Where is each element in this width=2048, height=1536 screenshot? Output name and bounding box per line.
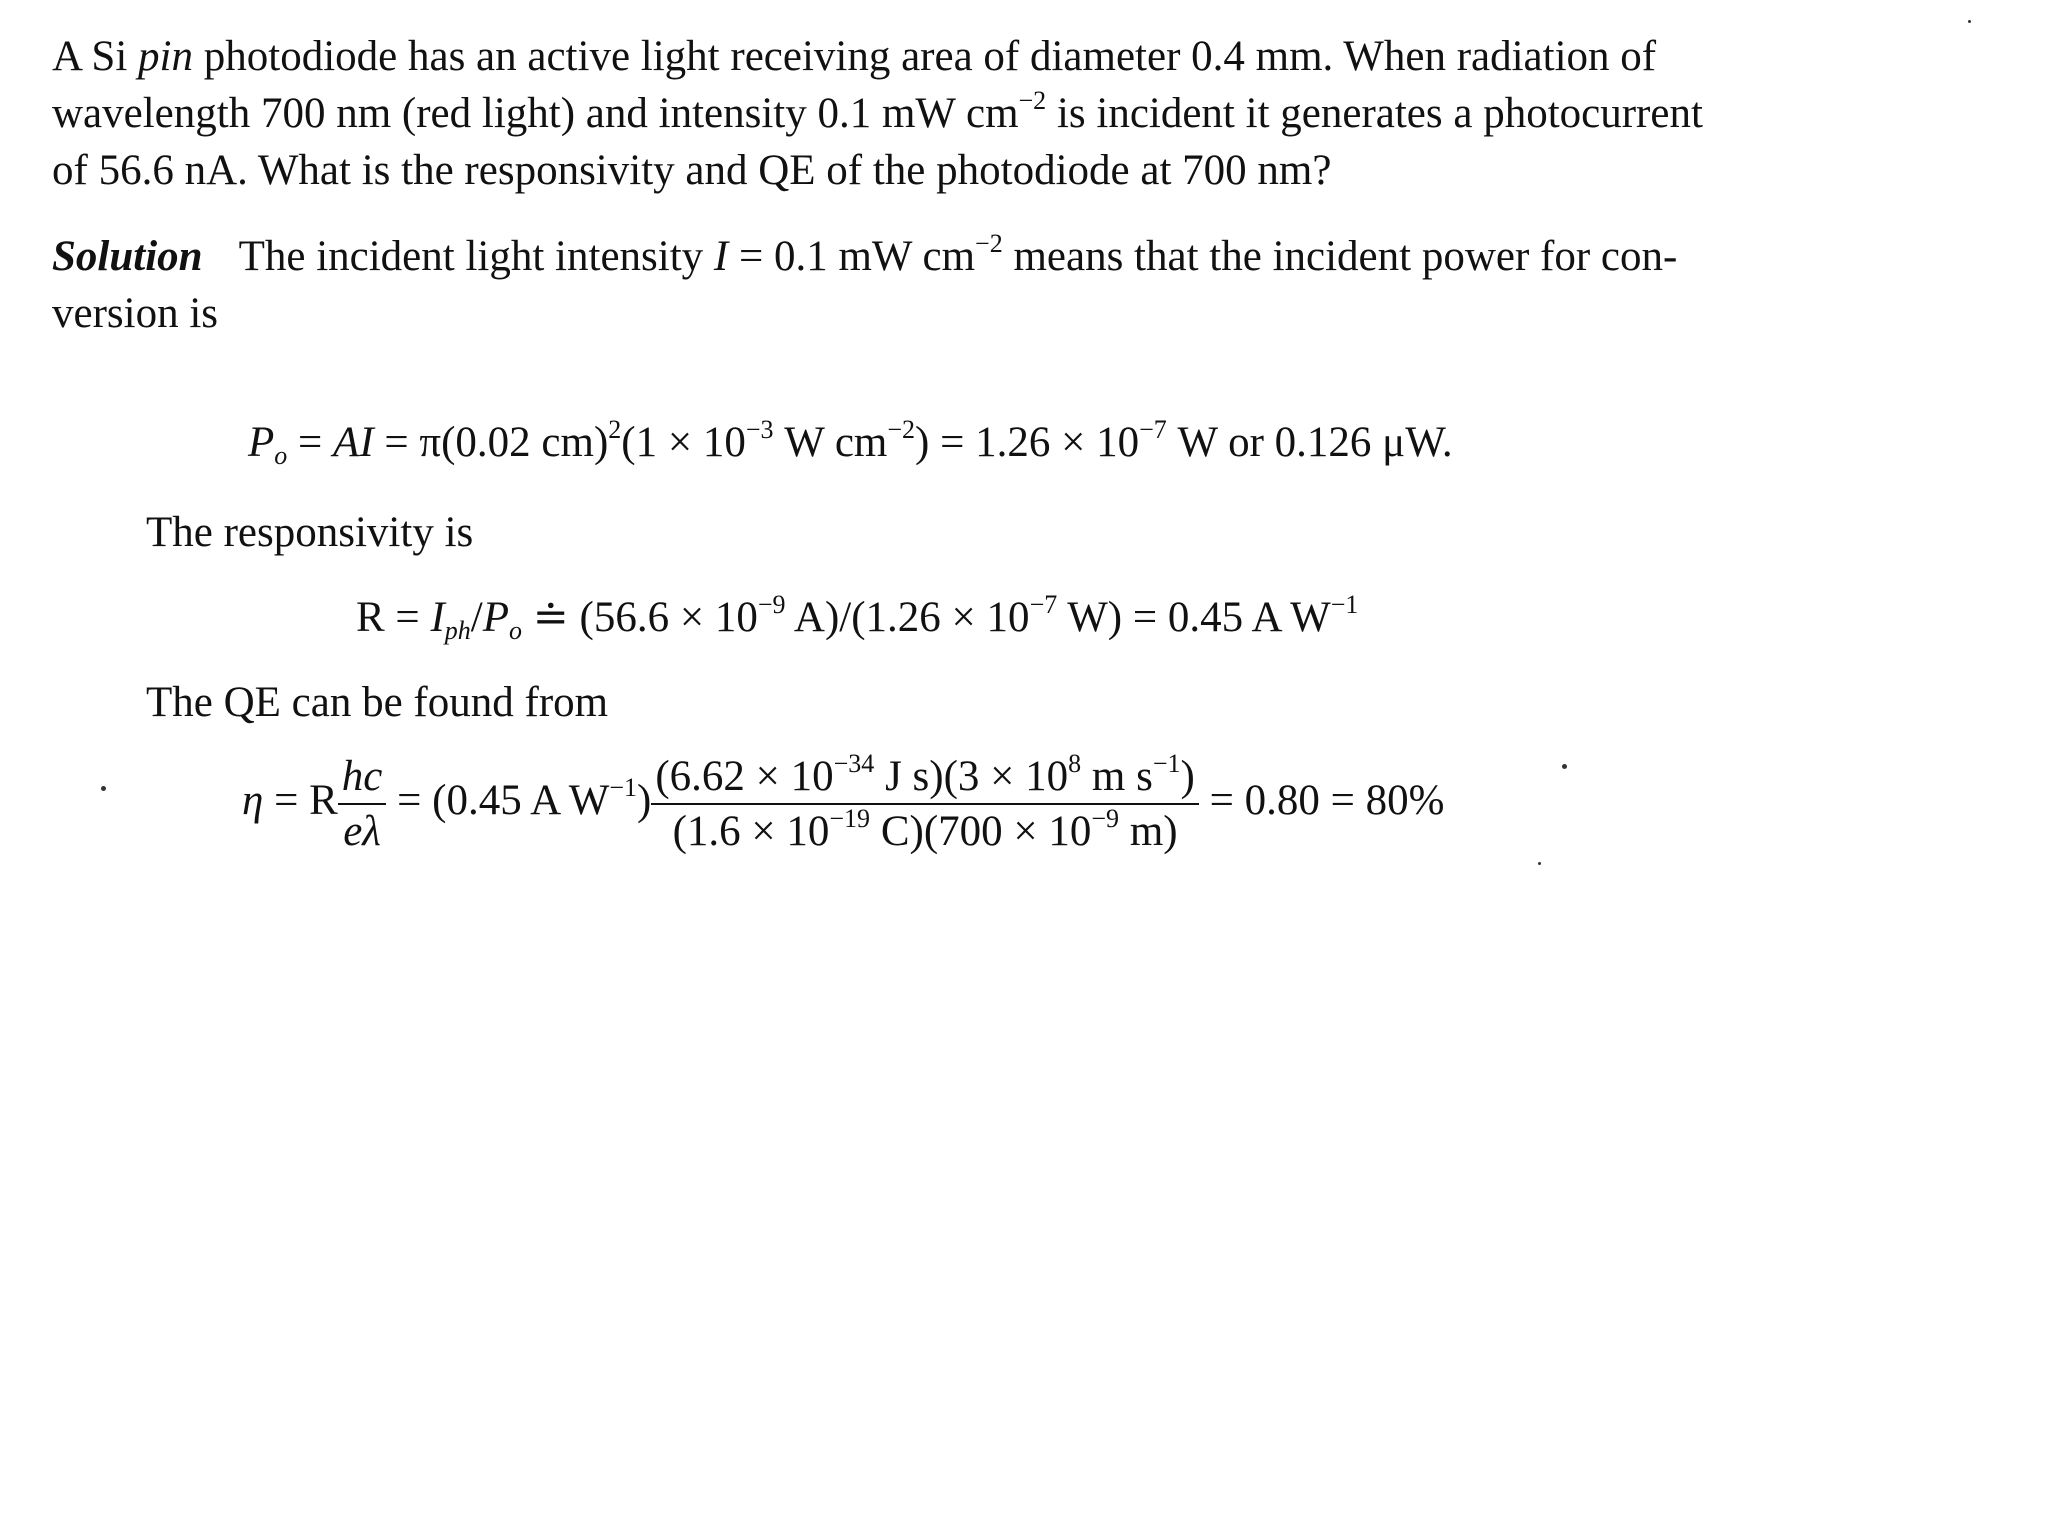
text-span: m s <box>1081 753 1153 800</box>
equation-responsivity <box>356 590 1359 645</box>
text-span: W cm <box>773 419 888 466</box>
superscript: 2 <box>608 415 622 444</box>
text-span: m) <box>1119 808 1178 855</box>
solution-label: Solution <box>52 233 203 280</box>
solution-line-1 <box>52 228 1677 285</box>
solution-line-2: version is <box>52 290 219 337</box>
problem-line-3: of 56.6 nA. What is the responsivity and QE of the photodiode at 700 nm? <box>52 147 1332 194</box>
text-span: photodiode has an active light receiving area of diameter 0.4 mm. When radiation of <box>193 33 1657 80</box>
text-span: The incident light intensity <box>238 233 714 280</box>
text-span: wavelength 700 nm (red light) and intensity 0.1 mW cm <box>52 90 1019 137</box>
fraction-denominator <box>651 805 1199 856</box>
math-symbol: AI <box>333 419 374 466</box>
superscript: −2 <box>975 229 1003 258</box>
superscript: −9 <box>757 590 786 619</box>
text-span: = <box>287 419 334 466</box>
superscript: −1 <box>609 772 637 802</box>
superscript: −19 <box>829 804 871 833</box>
text-span: = π(0.02 cm) <box>373 419 609 466</box>
pin-italic: pin <box>138 33 193 80</box>
superscript: −2 <box>1018 86 1047 115</box>
superscript: −9 <box>1091 804 1120 833</box>
qe-label: The QE can be found from <box>146 679 609 726</box>
solution-intro <box>52 228 1677 342</box>
problem-line-2 <box>52 85 1703 142</box>
text-span: = R <box>263 776 338 824</box>
text-span: = 0.1 mW cm <box>728 233 976 280</box>
text-span: C)(700 × 10 <box>870 808 1092 855</box>
math-symbol: I <box>430 594 445 641</box>
text-span: = 0.80 = 80% <box>1198 776 1445 824</box>
text-span: (1.6 × 10 <box>672 808 830 855</box>
fraction-numerator: hc <box>338 752 387 805</box>
problem-line-1 <box>52 28 1703 85</box>
text-span: W) = 0.45 A W <box>1057 594 1331 641</box>
text-span: (6.62 × 10 <box>655 753 834 800</box>
text-span: A Si <box>52 33 139 80</box>
scan-speck <box>1968 20 1971 23</box>
superscript: −34 <box>833 749 875 778</box>
text-span: J s)(3 × 10 <box>874 753 1069 800</box>
equation-power <box>248 415 1453 470</box>
superscript: −7 <box>1029 590 1058 619</box>
subscript: o <box>509 616 522 645</box>
fraction-hc-over-elambda <box>338 752 387 856</box>
scan-speck <box>1538 862 1541 865</box>
text-span: ≐ (56.6 × 10 <box>522 594 758 641</box>
superscript: −1 <box>1152 749 1181 778</box>
text-span: W or 0.126 μW. <box>1166 419 1453 466</box>
scan-speck <box>1562 764 1567 769</box>
text-span: R = <box>356 594 431 641</box>
text-span: A)/(1.26 × 10 <box>785 594 1030 641</box>
text-span: ) <box>636 776 652 824</box>
text-span: ) = 1.26 × 10 <box>915 419 1140 466</box>
fraction-constants <box>651 749 1199 856</box>
responsivity-label: The responsivity is <box>146 509 474 556</box>
text-span: (1 × 10 <box>621 419 746 466</box>
superscript: 8 <box>1068 749 1082 778</box>
superscript: −2 <box>887 415 916 444</box>
math-symbol: η <box>242 776 264 824</box>
equation-qe <box>242 749 1445 856</box>
superscript: −3 <box>745 415 774 444</box>
math-symbol: P <box>482 594 509 641</box>
problem-statement <box>52 28 1703 199</box>
superscript: −1 <box>1330 590 1359 619</box>
subscript: ph <box>444 616 471 645</box>
superscript: −7 <box>1139 415 1167 444</box>
text-span: / <box>470 594 483 641</box>
subscript: o <box>274 441 288 470</box>
text-span: ) <box>1180 753 1195 800</box>
text-span: means that the incident power for con- <box>1002 233 1678 280</box>
text-span: is incident it generates a photocurrent <box>1046 90 1703 137</box>
fraction-numerator <box>651 749 1199 805</box>
scan-speck <box>101 786 106 791</box>
fraction-denominator: eλ <box>343 808 381 855</box>
text-span: = (0.45 A W <box>386 776 610 824</box>
math-symbol: P <box>248 419 275 466</box>
intensity-symbol: I <box>713 233 729 280</box>
